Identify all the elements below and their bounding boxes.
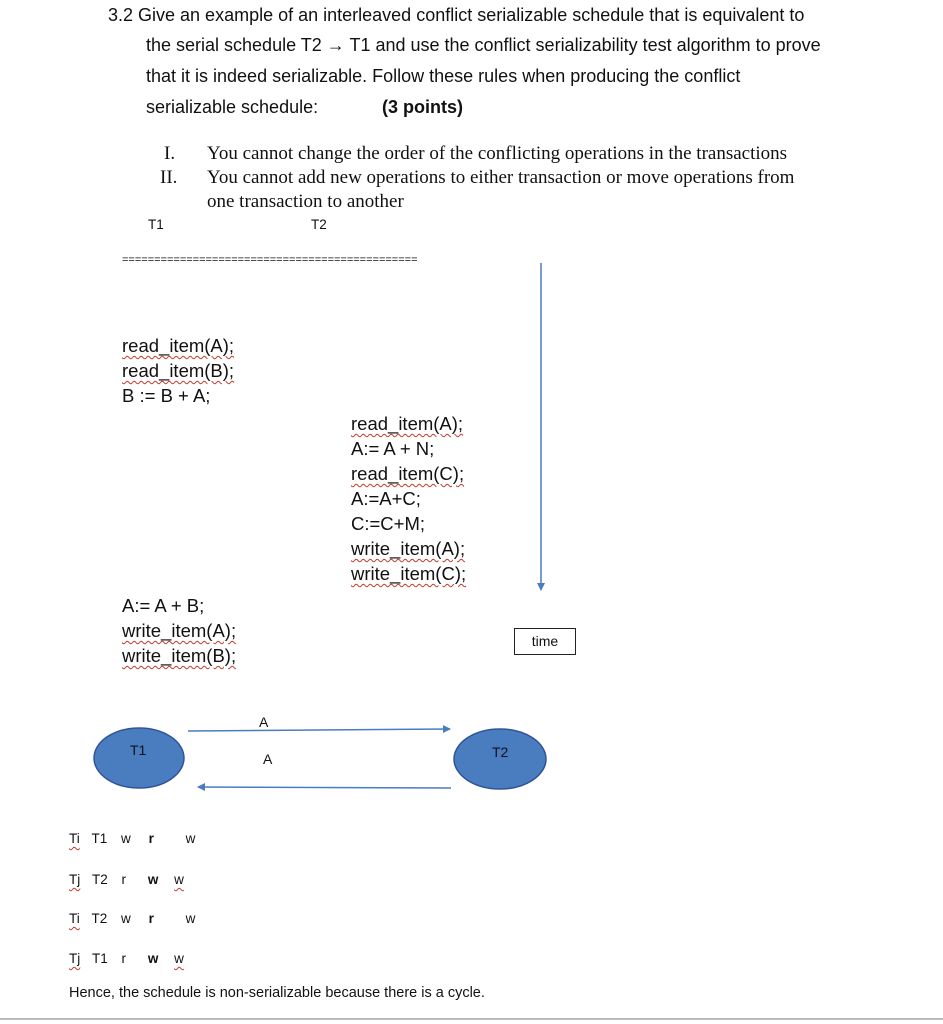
- t2-op-assign-a: A:= A + N;: [351, 438, 435, 459]
- t1-op-write-b: write_item(B);: [122, 645, 237, 666]
- rule-2-numeral: II.: [160, 167, 178, 188]
- question-line-2: the serial schedule T2 → T1 and use the conflict serializability test algorithm to prove: [146, 35, 821, 55]
- rule-1-text: You cannot change the order of the conflicting operations in the transactions: [207, 143, 788, 164]
- question-line-3: that it is indeed serializable. Follow these rules when producing the conflict: [146, 66, 741, 86]
- conclusion-text: Hence, the schedule is non-serializable because there is a cycle.: [69, 985, 485, 1001]
- edge-top-label: A: [259, 714, 269, 730]
- question-line-1: 3.2 Give an example of an interleaved conflict serializable schedule that is equivalent to: [108, 5, 805, 25]
- analysis-row-label: Tj: [69, 951, 81, 966]
- page-bottom-border: [0, 1018, 943, 1020]
- analysis-row-label: Ti: [69, 831, 80, 846]
- analysis-row-label: Ti: [69, 911, 80, 926]
- rule-2-text: You cannot add new operations to either transaction or move operations from: [207, 167, 795, 188]
- analysis-row: Tj T2 r w w: [69, 872, 184, 887]
- t1-op-assign-a: A:= A + B;: [122, 595, 205, 616]
- question-line-4: serializable schedule:: [146, 97, 319, 117]
- t1-op-assign-b: B := B + A;: [122, 385, 211, 406]
- t2-op-assign-a2: A:=A+C;: [351, 488, 421, 509]
- t2-op-assign-c: C:=C+M;: [351, 513, 426, 534]
- analysis-row: Tj T1 r w w: [69, 951, 184, 966]
- node-t1-shape: [94, 728, 184, 788]
- t1-op-read-b: read_item(B);: [122, 360, 235, 381]
- rule-2-continuation: one transaction to another: [207, 191, 404, 212]
- t2-op-write-a: write_item(A);: [351, 538, 466, 559]
- t2-op-read-a: read_item(A);: [351, 413, 464, 434]
- edge-t2-to-t1: [198, 787, 451, 788]
- node-t2-label: T2: [492, 744, 509, 760]
- analysis-row-label: Tj: [69, 872, 81, 887]
- edge-t1-to-t2: [188, 729, 450, 731]
- edge-bottom-label: A: [263, 751, 273, 767]
- t1-op-write-a: write_item(A);: [122, 620, 237, 641]
- time-label: time: [514, 628, 576, 655]
- t2-header: T2: [311, 217, 327, 232]
- t1-op-read-a: read_item(A);: [122, 335, 235, 356]
- separator-line: ==============================================: [122, 254, 418, 266]
- analysis-row: Ti T1 w r w: [69, 831, 196, 846]
- t2-op-read-c: read_item(C);: [351, 463, 465, 484]
- t1-header: T1: [148, 217, 164, 232]
- t2-op-write-c: write_item(C);: [351, 563, 467, 584]
- analysis-row: Ti T2 w r w: [69, 911, 196, 926]
- rule-1-numeral: I.: [164, 143, 176, 164]
- question-points: (3 points): [382, 97, 463, 117]
- node-t1-label: T1: [130, 742, 147, 758]
